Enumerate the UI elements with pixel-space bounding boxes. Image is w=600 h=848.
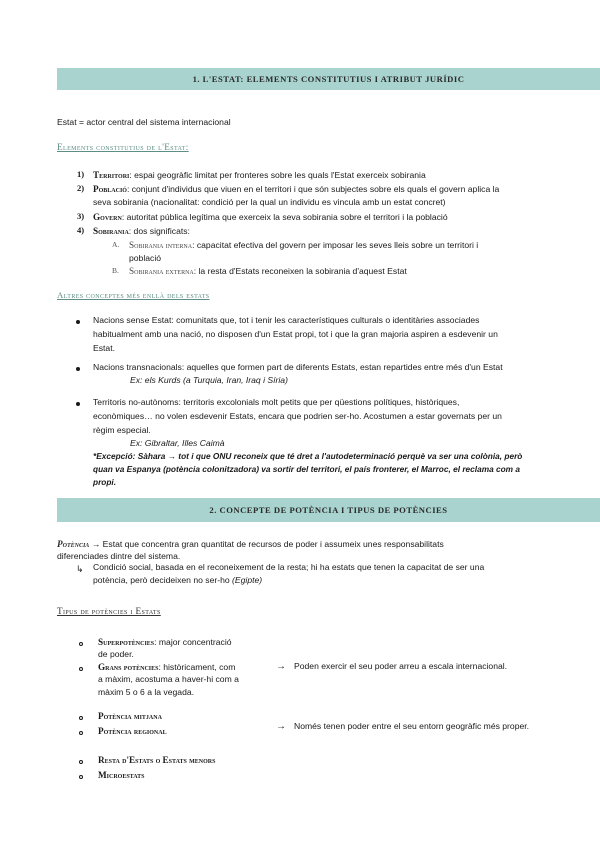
potencia-definition-cont: diferenciades dintre del sistema. [57,551,181,561]
elements-heading: Elements constitutius de l'Estat: [57,142,189,152]
arrow-icon: → [276,661,286,672]
condition-social: Condició social, basada en el reconeixement de la resta; hi ha estats que tenen la capacitat de ser una [93,562,485,572]
type-potencia-mitjana: Potència mitjana [98,711,162,721]
element-number: 2) [77,183,85,193]
concept-nations-without-state: Nacions sense Estat: comunitats que, tot i tenir les característiques culturals o identitàries associades [93,315,480,325]
bullet [76,320,80,324]
exception-sahara: *Excepció: Sàhara → tot i que ONU reconeix que té dret a l'autodeterminació perquè va ser una colònia, però [93,451,523,461]
concept-non-autonomous-territories: Territoris no-autònoms: territoris excolonials molt petits que per qüestions polítiques, històriques, [93,397,460,407]
element-sobirania: Sobirania: dos significats: [93,226,190,236]
note-regional-power: Només tenen poder entre el seu entorn geogràfic més proper. [294,721,530,731]
arrow-icon: → [276,721,286,732]
exception-line: propi. [93,477,117,487]
concept-line: Estat. [93,343,115,353]
element-number: 1) [77,169,85,179]
sovereignty-internal: Sobirania interna: capacitat efectiva del govern per imposar les seves lleis sobre un territori i [129,240,479,250]
condition-social-cont: potència, però decideixen no ser-ho (Egipte) [93,575,263,585]
element-poblacio-cont: seva sobirania (nacionalitat: condició per la qual un individu es vincula amb un estat concret) [93,197,446,207]
types-heading: Tipus de potències i Estats [57,606,161,616]
bullet [79,731,83,735]
concept-line: règim especial. [93,425,151,435]
sovereignty-internal-cont: població [129,253,162,263]
element-number: 3) [77,211,85,221]
bullet [79,775,83,779]
element-number: 4) [77,225,85,235]
bullet [76,367,80,371]
type-potencia-regional: Potència regional [98,726,167,736]
bullet [79,642,83,646]
definition: Estat = actor central del sistema internacional [57,117,231,127]
element-poblacio: Població: conjunt d'individus que viuen en el territori i que són subjectes sobre els quals el govern aplica la [93,184,500,194]
type-grans-potencies: Grans potències: històricament, com [98,662,236,672]
element-territori: Territori: espai geogràfic limitat per fronteres sobre les quals l'Estat exerceix sobirania [93,170,426,180]
type-line: màxim 5 o 6 a la vegada. [98,687,195,697]
element-govern: Govern: autoritat pública legítima que exerceix la seva sobirania sobre el territori i la població [93,212,448,222]
bullet [79,760,83,764]
note-global-power: Poden exercir el seu poder arreu a escala internacional. [294,661,508,671]
example-kurds: Ex: els Kurds (a Turquia, Iran, Iraq i Síria) [130,375,288,385]
example-gibraltar: Ex: Gibraltar, Illes Caimà [130,438,225,448]
section-2-title: 2. CONCEPTE DE POTÈNCIA I TIPUS DE POTÈNCIES [57,498,600,522]
bullet [76,402,80,406]
potencia-definition: Potència → Estat que concentra gran quantitat de recursos de poder i assumeix unes responsabilitats [57,539,444,549]
hook-arrow-icon: ↳ [76,564,84,574]
sovereignty-external: Sobirania externa: la resta d'Estats reconeixen la sobirania d'aquest Estat [129,266,407,276]
concept-line: habitualment amb una nació, no disposen d'un Estat propi, tot i que la gran majoria aspiren a esdevenir un [93,329,498,339]
type-superpotencies: Superpotències: major concentració [98,637,232,647]
concept-transnational-nations: Nacions transnacionals: aquelles que formen part de diferents Estats, estan repartides entre més d'un Estat [93,362,503,372]
arrow-icon: → [91,539,101,549]
type-line: a màxim, acostuma a haver-hi com a [98,674,239,684]
exception-line: quan va Espanya (potència colonitzadora) va sortir del territori, el país fronterer, el Marroc, el reclama com a [93,464,520,474]
type-microestats: Microestats [98,770,145,780]
type-line: de poder. [98,649,134,659]
sub-letter: A. [112,240,120,249]
concept-line: econòmiques… no volen esdevenir Estats, encara que podrien ser-ho. Acostumen a estar governats per un [93,411,502,421]
bullet [79,667,83,671]
bullet [79,716,83,720]
sub-letter: B. [112,266,119,275]
other-concepts-heading: Altres conceptes més enllà dels estats [57,290,210,300]
section-1-title: 1. L'ESTAT: ELEMENTS CONSTITUTIUS I ATRIBUT JURÍDIC [57,68,600,90]
type-estats-menors: Resta d'Estats o Estats menors [98,755,216,765]
